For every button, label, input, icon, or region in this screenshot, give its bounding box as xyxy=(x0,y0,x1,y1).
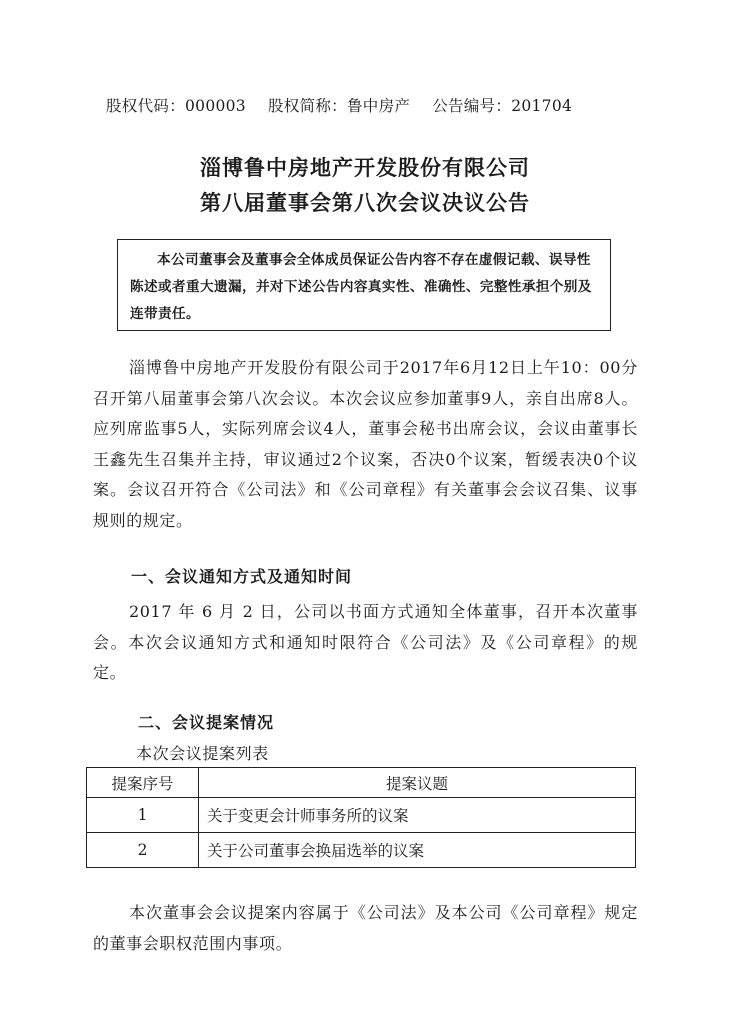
proposal-number: 2 xyxy=(87,833,199,868)
stock-code: 股权代码：000003 xyxy=(106,97,246,115)
header-proposal-topic: 提案议题 xyxy=(199,768,636,798)
table-caption: 本次会议提案列表 xyxy=(136,744,269,763)
announcement-title: 第八届董事会第八次会议决议公告 xyxy=(200,191,530,215)
closing-paragraph: 本次董事会会议提案内容属于《公司法》及本公司《公司章程》规定的董事会职权范围内事项。 xyxy=(93,903,638,953)
table-header-row xyxy=(87,768,636,798)
notice-number: 公告编号：201704 xyxy=(432,97,573,115)
notice-paragraph: 2017 年 6 月 2 日，公司以书面方式通知全体董事，召开本次董事会。本次会议通知方式和通知时限符合《公司法》及《公司章程》的规定。 xyxy=(93,602,638,682)
company-title: 淄博鲁中房地产开发股份有限公司 xyxy=(200,156,530,180)
disclaimer-box: 本公司董事会及董事会全体成员保证公告内容不存在虚假记载、误导性陈述或者重大遗漏，并对下述公告内容真实性、准确性、完整性承担个别及连带责任。 xyxy=(117,239,611,331)
table-row xyxy=(87,833,636,868)
document-header xyxy=(106,94,626,116)
table-row xyxy=(87,798,636,833)
intro-paragraph: 淄博鲁中房地产开发股份有限公司于2017年6月12日上午10：00分召开第八届董事会第八次会议。本次会议应参加董事9人，亲自出席8人。应列席监事5人，实际列席会议4人，董事会秘书出席会议，会议由董事长王鑫先生召集并主持，审议通过2个议案，否决0个议案，暂缓表决0个议案。会议召开符合《公司法》和《公司章程》有关董事会会议召集、议事规则的规定。 xyxy=(93,358,638,530)
section-heading-proposals: 二、会议提案情况 xyxy=(138,713,275,732)
proposal-topic: 关于变更会计师事务所的议案 xyxy=(199,798,636,833)
stock-abbreviation: 股权简称：鲁中房产 xyxy=(267,97,411,115)
header-proposal-number: 提案序号 xyxy=(87,768,199,798)
section-heading-notice: 一、会议通知方式及通知时间 xyxy=(131,567,353,586)
proposal-topic: 关于公司董事会换届选举的议案 xyxy=(199,833,636,868)
proposal-table xyxy=(86,767,636,868)
proposal-number: 1 xyxy=(87,798,199,833)
